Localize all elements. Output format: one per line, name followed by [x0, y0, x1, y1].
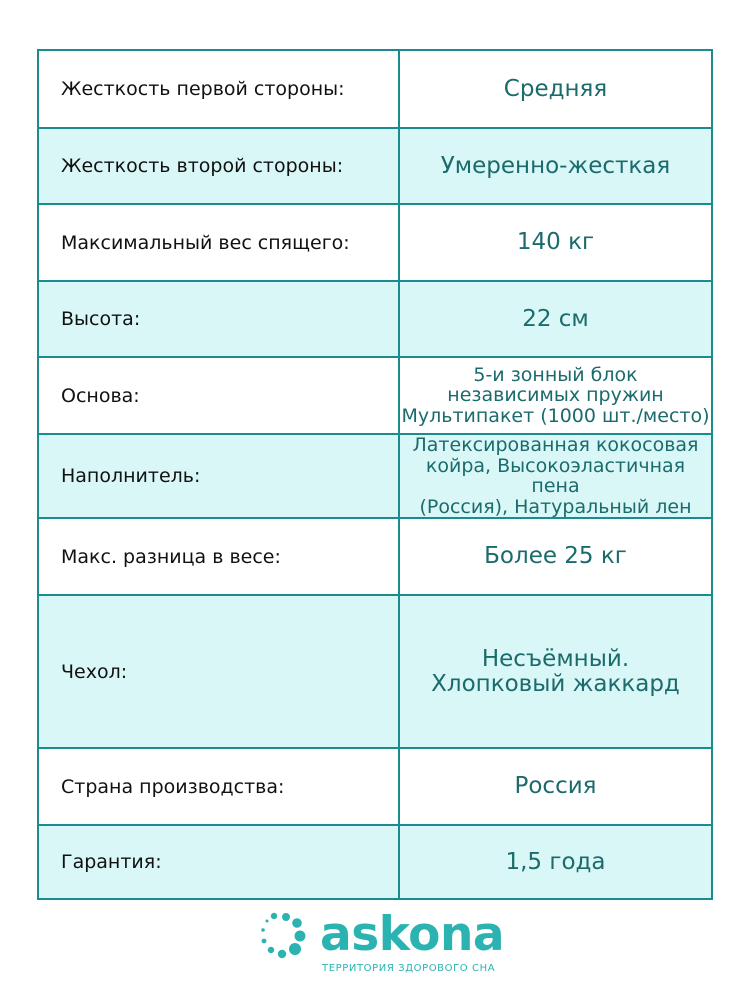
spec-label: Чехол:: [38, 595, 399, 748]
spec-label: Макс. разница в весе:: [38, 518, 399, 595]
spec-label: Максимальный вес спящего:: [38, 204, 399, 281]
brand-tagline: ТЕРРИТОРИЯ ЗДОРОВОГО СНА: [322, 963, 496, 974]
spec-row: [38, 518, 712, 595]
spec-value: Латексированная кокосовая койра, Высокоэластичная пена (Россия), Натуральный лен: [399, 434, 712, 518]
spec-row: [38, 434, 712, 518]
spec-label: Высота:: [38, 281, 399, 357]
spec-value: Средняя: [399, 50, 712, 128]
spec-label: Страна производства:: [38, 748, 399, 825]
spec-label: Жесткость второй стороны:: [38, 128, 399, 204]
spec-value: Несъёмный. Хлопковый жаккард: [399, 595, 712, 748]
spec-value: 5-и зонный блок независимых пружин Мультипакет (1000 шт./место): [399, 357, 712, 434]
spec-label: Основа:: [38, 357, 399, 434]
spec-row: [38, 357, 712, 434]
spec-value: 22 см: [399, 281, 712, 357]
spec-row: [38, 825, 712, 899]
spec-row: [38, 748, 712, 825]
askona-dots-logo-icon: [250, 905, 314, 969]
spec-row: [38, 595, 712, 748]
spec-value: Умеренно-жесткая: [399, 128, 712, 204]
spec-row: [38, 50, 712, 128]
spec-label: Жесткость первой стороны:: [38, 50, 399, 128]
spec-row: [38, 128, 712, 204]
spec-value: 1,5 года: [399, 825, 712, 899]
brand-name: askona: [320, 907, 505, 962]
spec-label: Наполнитель:: [38, 434, 399, 518]
spec-value: 140 кг: [399, 204, 712, 281]
spec-value: Россия: [399, 748, 712, 825]
spec-table: [37, 49, 713, 900]
spec-row: [38, 281, 712, 357]
askona-logo: [250, 905, 510, 985]
spec-value: Более 25 кг: [399, 518, 712, 595]
spec-row: [38, 204, 712, 281]
spec-label: Гарантия:: [38, 825, 399, 899]
